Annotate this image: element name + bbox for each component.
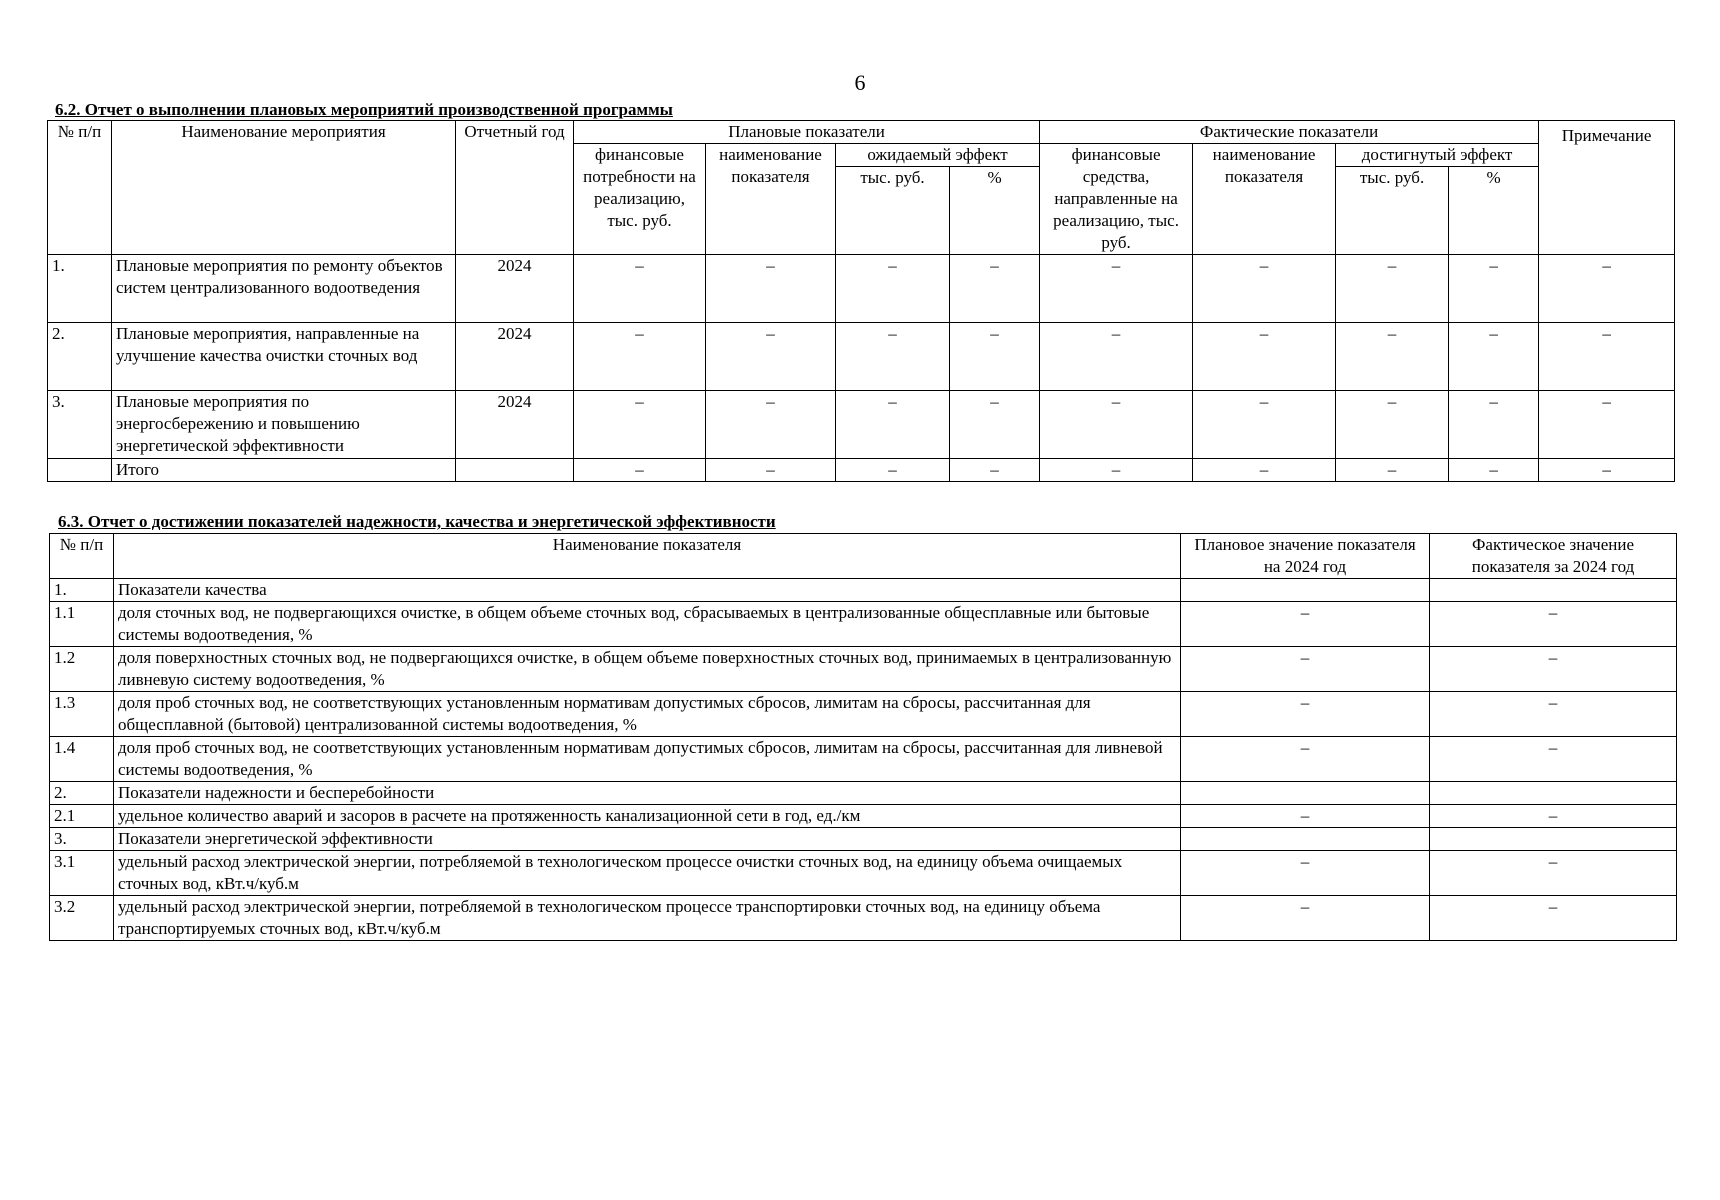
row-actual: – — [1430, 851, 1677, 896]
header-expected-effect: ожидаемый эффект — [836, 144, 1040, 167]
row-planned: – — [1181, 896, 1430, 941]
table-row — [50, 692, 1677, 737]
table-row — [50, 579, 1677, 602]
row-name: удельное количество аварий и засоров в расчете на протяженность канализационной сети в год, ед./км — [114, 805, 1181, 828]
cell-expected-percent: – — [950, 323, 1040, 391]
row-year: 2024 — [456, 323, 574, 391]
cell-expected-rub: – — [836, 391, 950, 459]
header-note: Примечание — [1539, 121, 1675, 255]
header-achieved-effect: достигнутый эффект — [1336, 144, 1539, 167]
row-name: Плановые мероприятия по ремонту объектов систем централизованного водоотведения — [112, 255, 456, 323]
header-percent: % — [950, 167, 1040, 255]
cell-indicator-name: – — [706, 255, 836, 323]
row-name: доля поверхностных сточных вод, не подвергающихся очистке, в общем объеме поверхностных сточных вод, принимаемых в централизованную ливневую систему водоотведения, % — [114, 647, 1181, 692]
header-num: № п/п — [50, 534, 114, 579]
cell-fin-needs: – — [574, 323, 706, 391]
row-actual: – — [1430, 737, 1677, 782]
total-fin-needs: – — [574, 459, 706, 482]
table-row — [50, 737, 1677, 782]
cell-fin-means: – — [1040, 323, 1193, 391]
cell-note: – — [1539, 391, 1675, 459]
cell-fin-means: – — [1040, 391, 1193, 459]
cell-fin-needs: – — [574, 255, 706, 323]
table-row — [50, 828, 1677, 851]
total-row — [48, 459, 1675, 482]
cell-note: – — [1539, 255, 1675, 323]
table-row — [50, 805, 1677, 828]
row-name: Плановые мероприятия, направленные на улучшение качества очистки сточных вод — [112, 323, 456, 391]
cell-achieved-rub: – — [1336, 323, 1449, 391]
row-num: 3. — [48, 391, 112, 459]
row-actual: – — [1430, 647, 1677, 692]
header-indicator-name-actual: наименование показателя — [1193, 144, 1336, 255]
table-row — [50, 782, 1677, 805]
cell-note: – — [1539, 323, 1675, 391]
row-num: 2. — [50, 782, 114, 805]
header-year: Отчетный год — [456, 121, 574, 255]
row-year: 2024 — [456, 255, 574, 323]
cell-achieved-percent: – — [1449, 391, 1539, 459]
row-actual — [1430, 782, 1677, 805]
cell-indicator-name-actual: – — [1193, 255, 1336, 323]
cell-expected-percent: – — [950, 391, 1040, 459]
total-label: Итого — [112, 459, 456, 482]
page-number: 6 — [854, 70, 866, 95]
header-actual: Фактические показатели — [1040, 121, 1539, 144]
row-actual: – — [1430, 896, 1677, 941]
row-planned — [1181, 782, 1430, 805]
row-num: 3.1 — [50, 851, 114, 896]
total-note: – — [1539, 459, 1675, 482]
row-actual: – — [1430, 805, 1677, 828]
table-row — [50, 851, 1677, 896]
row-name: доля проб сточных вод, не соответствующих установленным нормативам допустимых сбросов, лимитам на сбросы, рассчитанная для общесплавной (бытовой) централизованной системы водоотведения, % — [114, 692, 1181, 737]
row-num: 1.4 — [50, 737, 114, 782]
row-name: удельный расход электрической энергии, потребляемой в технологическом процессе транспортировки сточных вод, на единицу объема транспортируемых сточных вод, кВт.ч/куб.м — [114, 896, 1181, 941]
row-planned: – — [1181, 692, 1430, 737]
cell-indicator-name: – — [706, 323, 836, 391]
section-title-6-2: 6.2. Отчет о выполнении плановых мероприятий производственной программы — [55, 100, 673, 119]
total-indicator-name-actual: – — [1193, 459, 1336, 482]
table-row — [48, 323, 1675, 391]
header-activity-name: Наименование мероприятия — [112, 121, 456, 255]
header-planned: Плановые показатели — [574, 121, 1040, 144]
row-name: доля сточных вод, не подвергающихся очистке, в общем объеме сточных вод, сбрасываемых в централизованные общесплавные или бытовые системы водоотведения, % — [114, 602, 1181, 647]
cell-fin-needs: – — [574, 391, 706, 459]
table-row — [50, 896, 1677, 941]
cell-expected-percent: – — [950, 255, 1040, 323]
header-planned-value: Плановое значение показателя на 2024 год — [1181, 534, 1430, 579]
row-planned — [1181, 828, 1430, 851]
row-planned: – — [1181, 805, 1430, 828]
table-row — [50, 647, 1677, 692]
row-name: Показатели энергетической эффективности — [114, 828, 1181, 851]
row-num: 1.1 — [50, 602, 114, 647]
header-fin-needs: финансовые потребности на реализацию, тыс. руб. — [574, 144, 706, 255]
row-year: 2024 — [456, 391, 574, 459]
total-expected-rub: – — [836, 459, 950, 482]
row-num: 1. — [48, 255, 112, 323]
header-thousand-rub-actual: тыс. руб. — [1336, 167, 1449, 255]
row-num: 1.2 — [50, 647, 114, 692]
row-planned: – — [1181, 602, 1430, 647]
total-achieved-percent: – — [1449, 459, 1539, 482]
cell-indicator-name: – — [706, 391, 836, 459]
table-planned-activities — [47, 120, 1675, 482]
cell-achieved-rub: – — [1336, 255, 1449, 323]
total-expected-percent: – — [950, 459, 1040, 482]
row-actual: – — [1430, 692, 1677, 737]
header-indicator-name: Наименование показателя — [114, 534, 1181, 579]
row-actual — [1430, 579, 1677, 602]
row-name: Плановые мероприятия по энергосбережению и повышению энергетической эффективности — [112, 391, 456, 459]
cell-indicator-name-actual: – — [1193, 323, 1336, 391]
section-title-6-3: 6.3. Отчет о достижении показателей надежности, качества и энергетической эффективности — [58, 512, 776, 531]
row-planned: – — [1181, 647, 1430, 692]
total-achieved-rub: – — [1336, 459, 1449, 482]
row-planned: – — [1181, 737, 1430, 782]
row-name: удельный расход электрической энергии, потребляемой в технологическом процессе очистки сточных вод, на единицу объема очищаемых сточных вод, кВт.ч/куб.м — [114, 851, 1181, 896]
row-num: 1.3 — [50, 692, 114, 737]
cell-achieved-percent: – — [1449, 255, 1539, 323]
cell-indicator-name-actual: – — [1193, 391, 1336, 459]
row-name: доля проб сточных вод, не соответствующих установленным нормативам допустимых сбросов, лимитам на сбросы, рассчитанная для ливневой системы водоотведения, % — [114, 737, 1181, 782]
row-num: 3.2 — [50, 896, 114, 941]
row-num: 2.1 — [50, 805, 114, 828]
row-planned: – — [1181, 851, 1430, 896]
header-thousand-rub: тыс. руб. — [836, 167, 950, 255]
row-num: 1. — [50, 579, 114, 602]
row-name: Показатели надежности и бесперебойности — [114, 782, 1181, 805]
cell-expected-rub: – — [836, 323, 950, 391]
total-fin-means: – — [1040, 459, 1193, 482]
row-actual — [1430, 828, 1677, 851]
row-num: 2. — [48, 323, 112, 391]
header-actual-value: Фактическое значение показателя за 2024 год — [1430, 534, 1677, 579]
table-row — [48, 391, 1675, 459]
cell-fin-means: – — [1040, 255, 1193, 323]
row-planned — [1181, 579, 1430, 602]
header-percent-actual: % — [1449, 167, 1539, 255]
total-indicator-name: – — [706, 459, 836, 482]
table-row — [50, 602, 1677, 647]
cell-achieved-rub: – — [1336, 391, 1449, 459]
row-actual: – — [1430, 602, 1677, 647]
header-num: № п/п — [48, 121, 112, 255]
total-num-empty — [48, 459, 112, 482]
cell-expected-rub: – — [836, 255, 950, 323]
table-indicators — [49, 533, 1677, 941]
total-year-empty — [456, 459, 574, 482]
row-num: 3. — [50, 828, 114, 851]
table-row — [48, 255, 1675, 323]
cell-achieved-percent: – — [1449, 323, 1539, 391]
header-fin-means: финансовые средства, направленные на реализацию, тыс. руб. — [1040, 144, 1193, 255]
header-indicator-name: наименование показателя — [706, 144, 836, 255]
row-name: Показатели качества — [114, 579, 1181, 602]
